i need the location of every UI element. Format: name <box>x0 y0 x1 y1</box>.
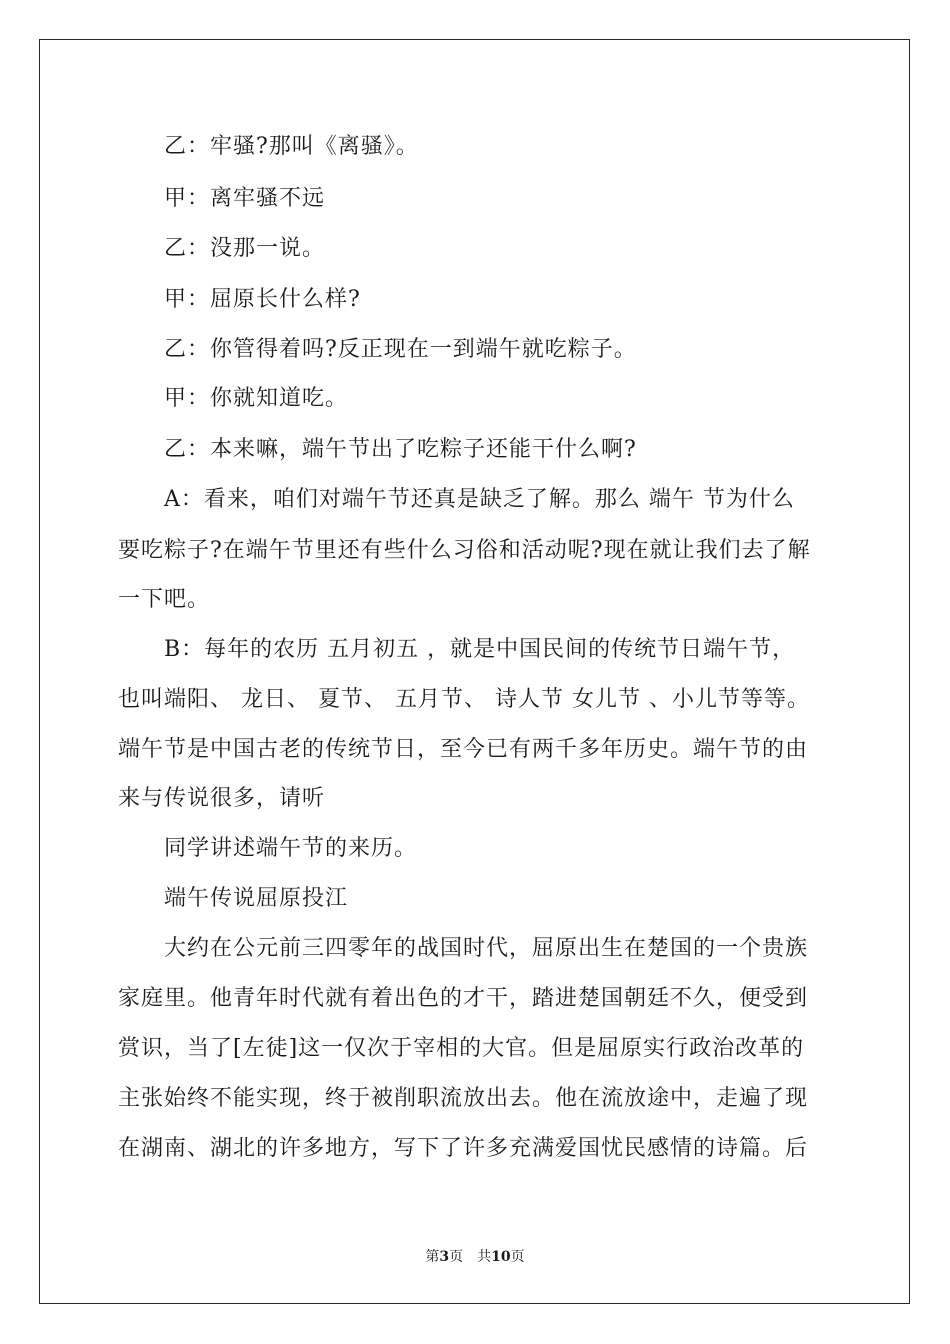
section-heading: 端午传说屈原投江 <box>164 886 349 911</box>
story-line-5: 在湖南、湖北的许多地方，写下了许多充满爱国忧民感情的诗篇。后 <box>118 1136 809 1161</box>
paragraph-c-line-1: 同学讲述端午节的来历。 <box>164 836 418 861</box>
story-line-4: 主张始终不能实现，终于被削职流放出去。他在流放途中，走遍了现 <box>118 1086 809 1111</box>
total-suffix: 页 <box>510 1249 525 1265</box>
paragraph-a-line-2: 要吃粽子?在端午节里还有些什么习俗和活动呢?现在就让我们去了解 <box>118 538 811 563</box>
dialogue-line-7: 乙：本来嘛，端午节出了吃粽子还能干什么啊? <box>164 437 637 462</box>
dialogue-line-2: 甲：离牢骚不远 <box>164 186 326 211</box>
dialogue-line-3: 乙：没那一说。 <box>164 236 326 261</box>
story-line-3: 赏识，当了[左徒]这一仅次于宰相的大官。但是屈原实行政治改革的 <box>118 1036 805 1061</box>
paragraph-b-line-2: 也叫端阳、 龙日、 夏节、 五月节、 诗人节 女儿节 、小儿节等等。 <box>118 687 810 712</box>
page-prefix: 第 <box>425 1249 440 1265</box>
page-border <box>39 39 910 1304</box>
page-total: 10 <box>491 1249 511 1265</box>
paragraph-a-line-3: 一下吧。 <box>118 587 211 612</box>
paragraph-b-line-4: 来与传说很多，请听 <box>118 786 326 811</box>
dialogue-line-6: 甲：你就知道吃。 <box>164 386 349 411</box>
total-prefix: 共 <box>477 1249 492 1265</box>
paragraph-a-line-1: A：看来，咱们对端午节还真是缺乏了解。那么 端午 节为什么 <box>164 487 795 512</box>
dialogue-line-5: 乙：你管得着吗?反正现在一到端午就吃粽子。 <box>164 337 637 362</box>
paragraph-b-line-3: 端午节是中国古老的传统节日，至今已有两千多年历史。端午节的由 <box>118 737 809 762</box>
dialogue-line-1: 乙：牢骚?那叫《离骚》。 <box>164 134 419 159</box>
page-footer <box>0 1248 950 1266</box>
story-line-1: 大约在公元前三四零年的战国时代，屈原出生在楚国的一个贵族 <box>164 936 809 961</box>
page-current: 3 <box>439 1249 450 1265</box>
paragraph-b-line-1: B：每年的农历 五月初五 ，就是中国民间的传统节日端午节， <box>164 637 796 662</box>
page-suffix: 页 <box>449 1249 464 1265</box>
story-line-2: 家庭里。他青年时代就有着出色的才干，踏进楚国朝廷不久，便受到 <box>118 986 809 1011</box>
dialogue-line-4: 甲：屈原长什么样? <box>164 287 361 312</box>
